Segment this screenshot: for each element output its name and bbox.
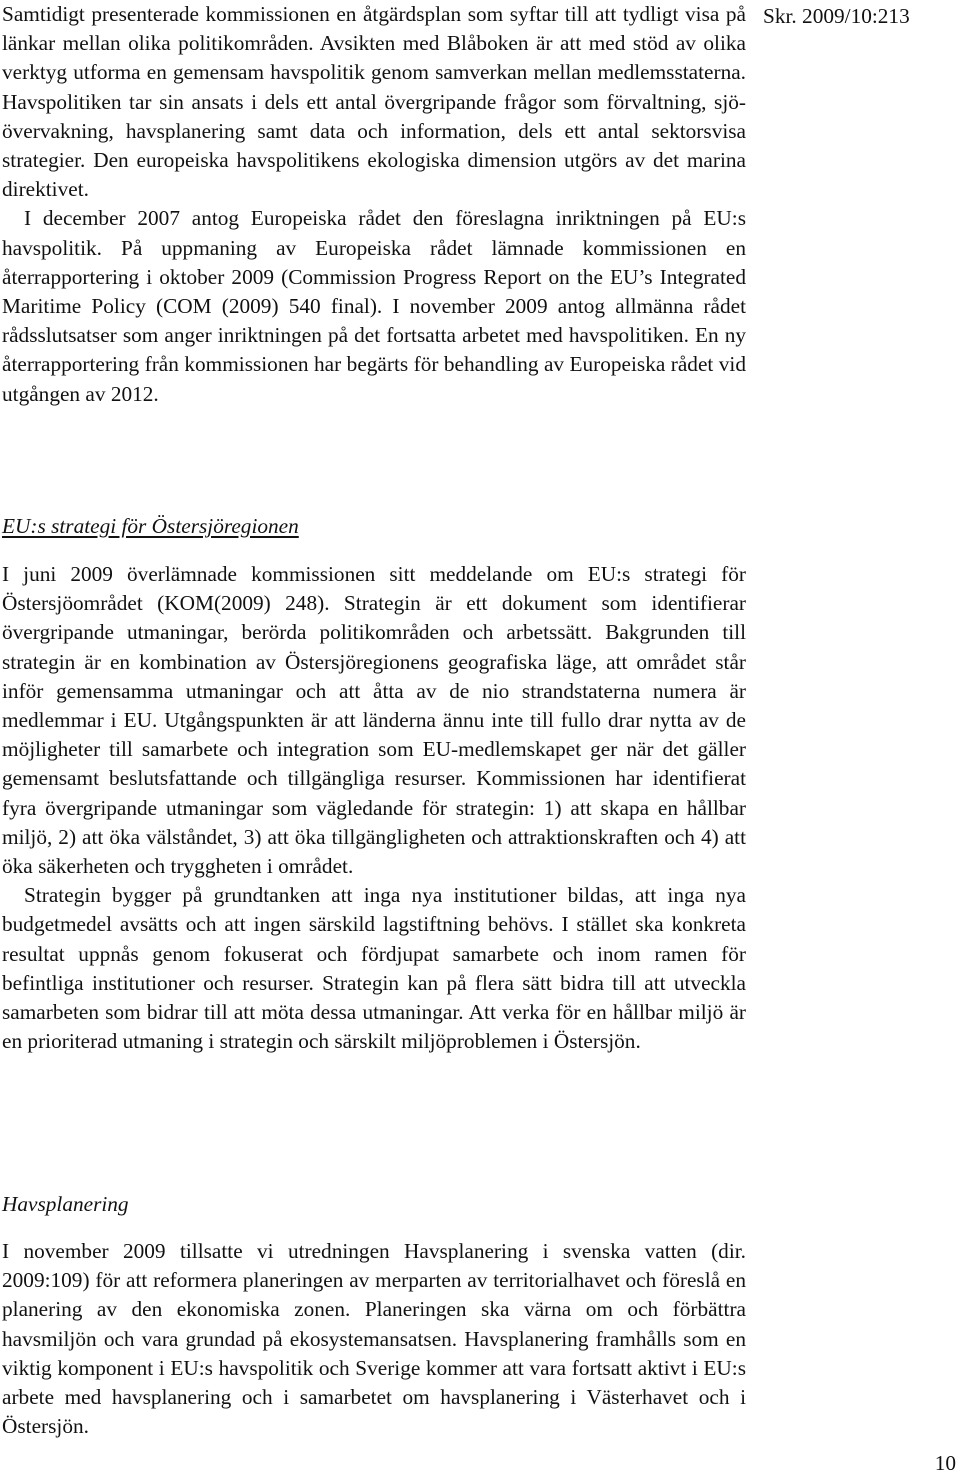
intro-block: [2, 0, 746, 409]
section-heading-baltic-strategy-text: EU:s strategi för Östersjöregionen: [2, 514, 299, 538]
section-heading-baltic-strategy: [2, 512, 299, 541]
havsplanering-paragraph-1: I november 2009 tillsatte vi utredningen Havsplanering i svenska vatten (dir. 2009:109) för att reformera planeringen av merparten av territorialhavet och föreslå en planering av den ekonomiska zonen. Planeringen ska värna om och förbättra havsmiljön och vara grundad på ekosystemansatsen. Havsplanering framhålls som en viktig komponent i EU:s havspolitik och Sverige kommer att vara fortsatt aktivt i EU:s arbete med havsplanering och i samarbetet om havsplanering i Västerhavet och i Östersjön.: [2, 1239, 746, 1439]
page-number: 10: [934, 1451, 956, 1475]
section-heading-havsplanering-text: Havsplanering: [2, 1192, 129, 1216]
havsplanering-block: [2, 1237, 746, 1441]
section-heading-havsplanering: [2, 1190, 129, 1219]
baltic-strategy-block: [2, 560, 746, 1056]
baltic-paragraph-2: Strategin bygger på grundtanken att inga nya institutioner bildas, att inga nya budgetmedel avsätts och att ingen särskild lagstiftning behövs. I stället ska konkreta resultat uppnås genom fokuserat och fördjupat samarbete och inom ramen för befintliga institutioner och resurser. Strategin kan på flera sätt bidra till att utveckla samarbeten som bidrar till att möta dessa utmaningar. Att verka för en hållbar miljö är en prioriterad utmaning i strategin och särskilt miljöproblemen i Östersjön.: [2, 883, 746, 1054]
baltic-paragraph-1: I juni 2009 överlämnade kommissionen sitt meddelande om EU:s strategi för Östersjöområdet (KOM(2009) 248). Strategin är ett dokument som identifierar övergripande utmaningar, berörda politikområden och arbetssätt. Bakgrunden till strategin är en kombination av Östersjöregionens geografiska läge, att området står inför gemensamma utmaningar och att åtta av de nio strandstaterna numera är medlemmar i EU. Utgångspunkten är att länderna ännu inte till fullo drar nytta av de möjligheter till samarbete och integration som EU-medlemskapet ger när det gäller gemensamt beslutsfattande och tillgängliga resurser. Kommissionen har identifierat fyra övergripande utmaningar som vägledande för strategin: 1) att skapa en hållbar miljö, 2) att öka välståndet, 3) att öka tillgängligheten och attraktionskraften och 4) att öka säkerheten och tryggheten i området.: [2, 562, 746, 879]
document-reference: Skr. 2009/10:213: [763, 4, 910, 28]
intro-paragraph-1: Samtidigt presenterade kommissionen en åtgärdsplan som syftar till att tydligt visa på länkar mellan olika politikområden. Avsikten med Blåboken är att med stöd av olika verktyg utforma en gemensam havspolitik genom samverkan mellan medlemsstaterna. Havspolitiken tar sin ansats i dels ett antal övergripande frågor som förvaltning, sjöövervakning, havsplanering samt data och information, dels ett antal sektorsvisa strategier. Den europeiska havspolitikens ekologiska dimension utgörs av det marina direktivet.: [2, 2, 746, 202]
intro-paragraph-2: I december 2007 antog Europeiska rådet den föreslagna inriktningen på EU:s havspolitik. På uppmaning av Europeiska rådet lämnade kommissionen en återrapportering i oktober 2009 (Commission Progress Report on the EU’s Integrated Maritime Policy (COM (2009) 540 final). I november 2009 antog allmänna rådet rådsslutsatser som anger inriktningen på det fortsatta arbetet med havspolitiken. En ny återrapportering från kommissionen har begärts för behandling av Europeiska rådet vid utgången av 2012.: [2, 206, 746, 406]
